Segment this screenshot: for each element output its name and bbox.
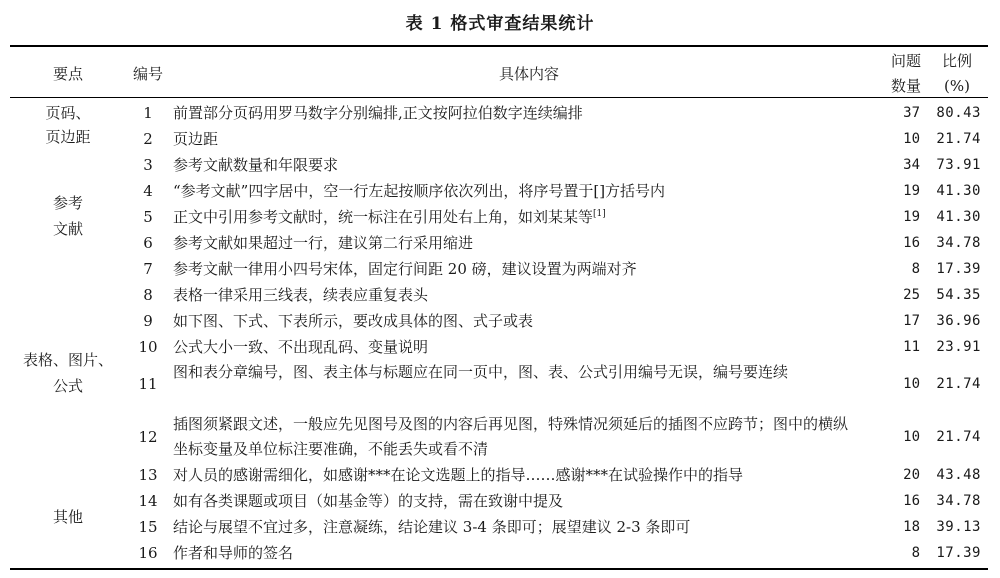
row-count: 17 (903, 313, 920, 329)
row-ratio: 17.39 (936, 261, 981, 277)
row-no: 7 (143, 260, 153, 278)
row-count: 11 (903, 339, 920, 355)
row-ratio: 21.74 (936, 131, 981, 147)
row-text: 前置部分页码用罗马数字分别编排,正文按阿拉伯数字连续编排 (173, 104, 583, 122)
header-point: 要点 (52, 65, 83, 83)
row-text: 图和表分章编号，图、表主体与标题应在同一页中，图、表、公式引用编号无误，编号要连续 (173, 363, 789, 381)
row-text: 如有各类课题或项目（如基金等）的支持，需在致谢中提及 (173, 492, 564, 510)
header-count-line1: 问题 (890, 52, 921, 70)
row-count: 8 (911, 545, 920, 561)
row-no: 13 (138, 466, 158, 484)
row-ratio: 34.78 (936, 493, 981, 509)
row-text: 参考文献数量和年限要求 (173, 156, 339, 174)
row-ratio: 21.74 (936, 376, 981, 392)
row-ratio: 17.39 (936, 545, 981, 561)
group-label: 页码、 (45, 104, 91, 122)
row-no: 16 (138, 544, 158, 562)
row-count: 16 (903, 235, 920, 251)
row-no: 10 (138, 338, 158, 356)
bottom-rule (10, 568, 988, 570)
row-no: 9 (143, 312, 153, 330)
header-content: 具体内容 (498, 65, 559, 83)
row-no: 5 (143, 208, 153, 226)
row-count: 10 (903, 131, 920, 147)
header-count-line2: 数量 (890, 77, 921, 95)
row-ratio: 21.74 (936, 429, 981, 445)
group-label: 参考 (52, 194, 83, 212)
row-no: 15 (138, 518, 158, 536)
row-text: 插图须紧跟文述，一般应先见图号及图的内容后再见图，特殊情况须延后的插图不应跨节；图中的横纵坐标变量及单位标注要准确，不能丢失或看不清 (173, 415, 849, 458)
row-text: 表格一律采用三线表，续表应重复表头 (173, 286, 429, 304)
group-label: 其他 (52, 508, 83, 526)
header-ratio-line1: 比例 (941, 52, 972, 70)
header-rule (10, 97, 988, 98)
row-no: 2 (143, 130, 153, 148)
row-text: 页边距 (173, 130, 219, 148)
row-count: 8 (911, 261, 920, 277)
header-no: 编号 (132, 65, 163, 83)
row-count: 19 (903, 183, 920, 199)
row-no: 4 (143, 182, 153, 200)
row-ratio: 23.91 (936, 339, 981, 355)
row-count: 18 (903, 519, 920, 535)
row-text: 作者和导师的签名 (173, 544, 294, 562)
row-no: 11 (138, 375, 158, 393)
row-text: 参考文献一律用小四号宋体，固定行间距 20 磅，建议设置为两端对齐 (173, 260, 637, 278)
group-label: 页边距 (45, 128, 91, 146)
row-text: “参考文献”四字居中，空一行左起按顺序依次列出，将序号置于[]方括号内 (173, 182, 666, 200)
row-ratio: 43.48 (936, 467, 981, 483)
row-ratio: 39.13 (936, 519, 981, 535)
row-text: 正文中引用参考文献时，统一标注在引用处右上角，如刘某某等 (173, 208, 594, 226)
row-text: 结论与展望不宜过多，注意凝练，结论建议 3-4 条即可；展望建议 2-3 条即可 (173, 518, 691, 536)
row-ratio: 73.91 (936, 157, 981, 173)
citation-mark: [1] (593, 209, 606, 219)
row-text: 参考文献如果超过一行，建议第二行采用缩进 (173, 234, 474, 252)
group-label: 文献 (52, 220, 83, 238)
header-ratio-line2: (%) (944, 77, 970, 95)
row-no: 6 (143, 234, 153, 252)
row-count: 25 (903, 287, 920, 303)
row-no: 8 (143, 286, 153, 304)
row-text: 对人员的感谢需细化，如感谢***在论文选题上的指导……感谢***在试验操作中的指导 (173, 466, 744, 484)
row-no: 14 (138, 492, 158, 510)
row-count: 37 (903, 105, 920, 121)
row-count: 16 (903, 493, 920, 509)
row-count: 10 (903, 376, 920, 392)
row-count: 20 (903, 467, 920, 483)
row-text: 如下图、下式、下表所示，要改成具体的图、式子或表 (173, 312, 534, 330)
row-ratio: 80.43 (936, 105, 981, 121)
row-no: 3 (143, 156, 153, 174)
row-ratio: 34.78 (936, 235, 981, 251)
group-label: 表格、图片、 (22, 351, 113, 369)
row-count: 19 (903, 209, 920, 225)
row-ratio: 54.35 (936, 287, 981, 303)
row-ratio: 41.30 (936, 183, 981, 199)
row-ratio: 41.30 (936, 209, 981, 225)
row-no: 12 (138, 428, 158, 446)
row-text-container (173, 206, 885, 228)
row-count: 10 (903, 429, 920, 445)
row-text: 公式大小一致、不出现乱码、变量说明 (173, 338, 429, 356)
table-title: 表 1 格式审查结果统计 (405, 14, 595, 34)
row-ratio: 36.96 (936, 313, 981, 329)
top-rule (10, 45, 988, 47)
row-no: 1 (143, 104, 153, 122)
row-count: 34 (903, 157, 920, 173)
group-label: 公式 (52, 377, 83, 395)
